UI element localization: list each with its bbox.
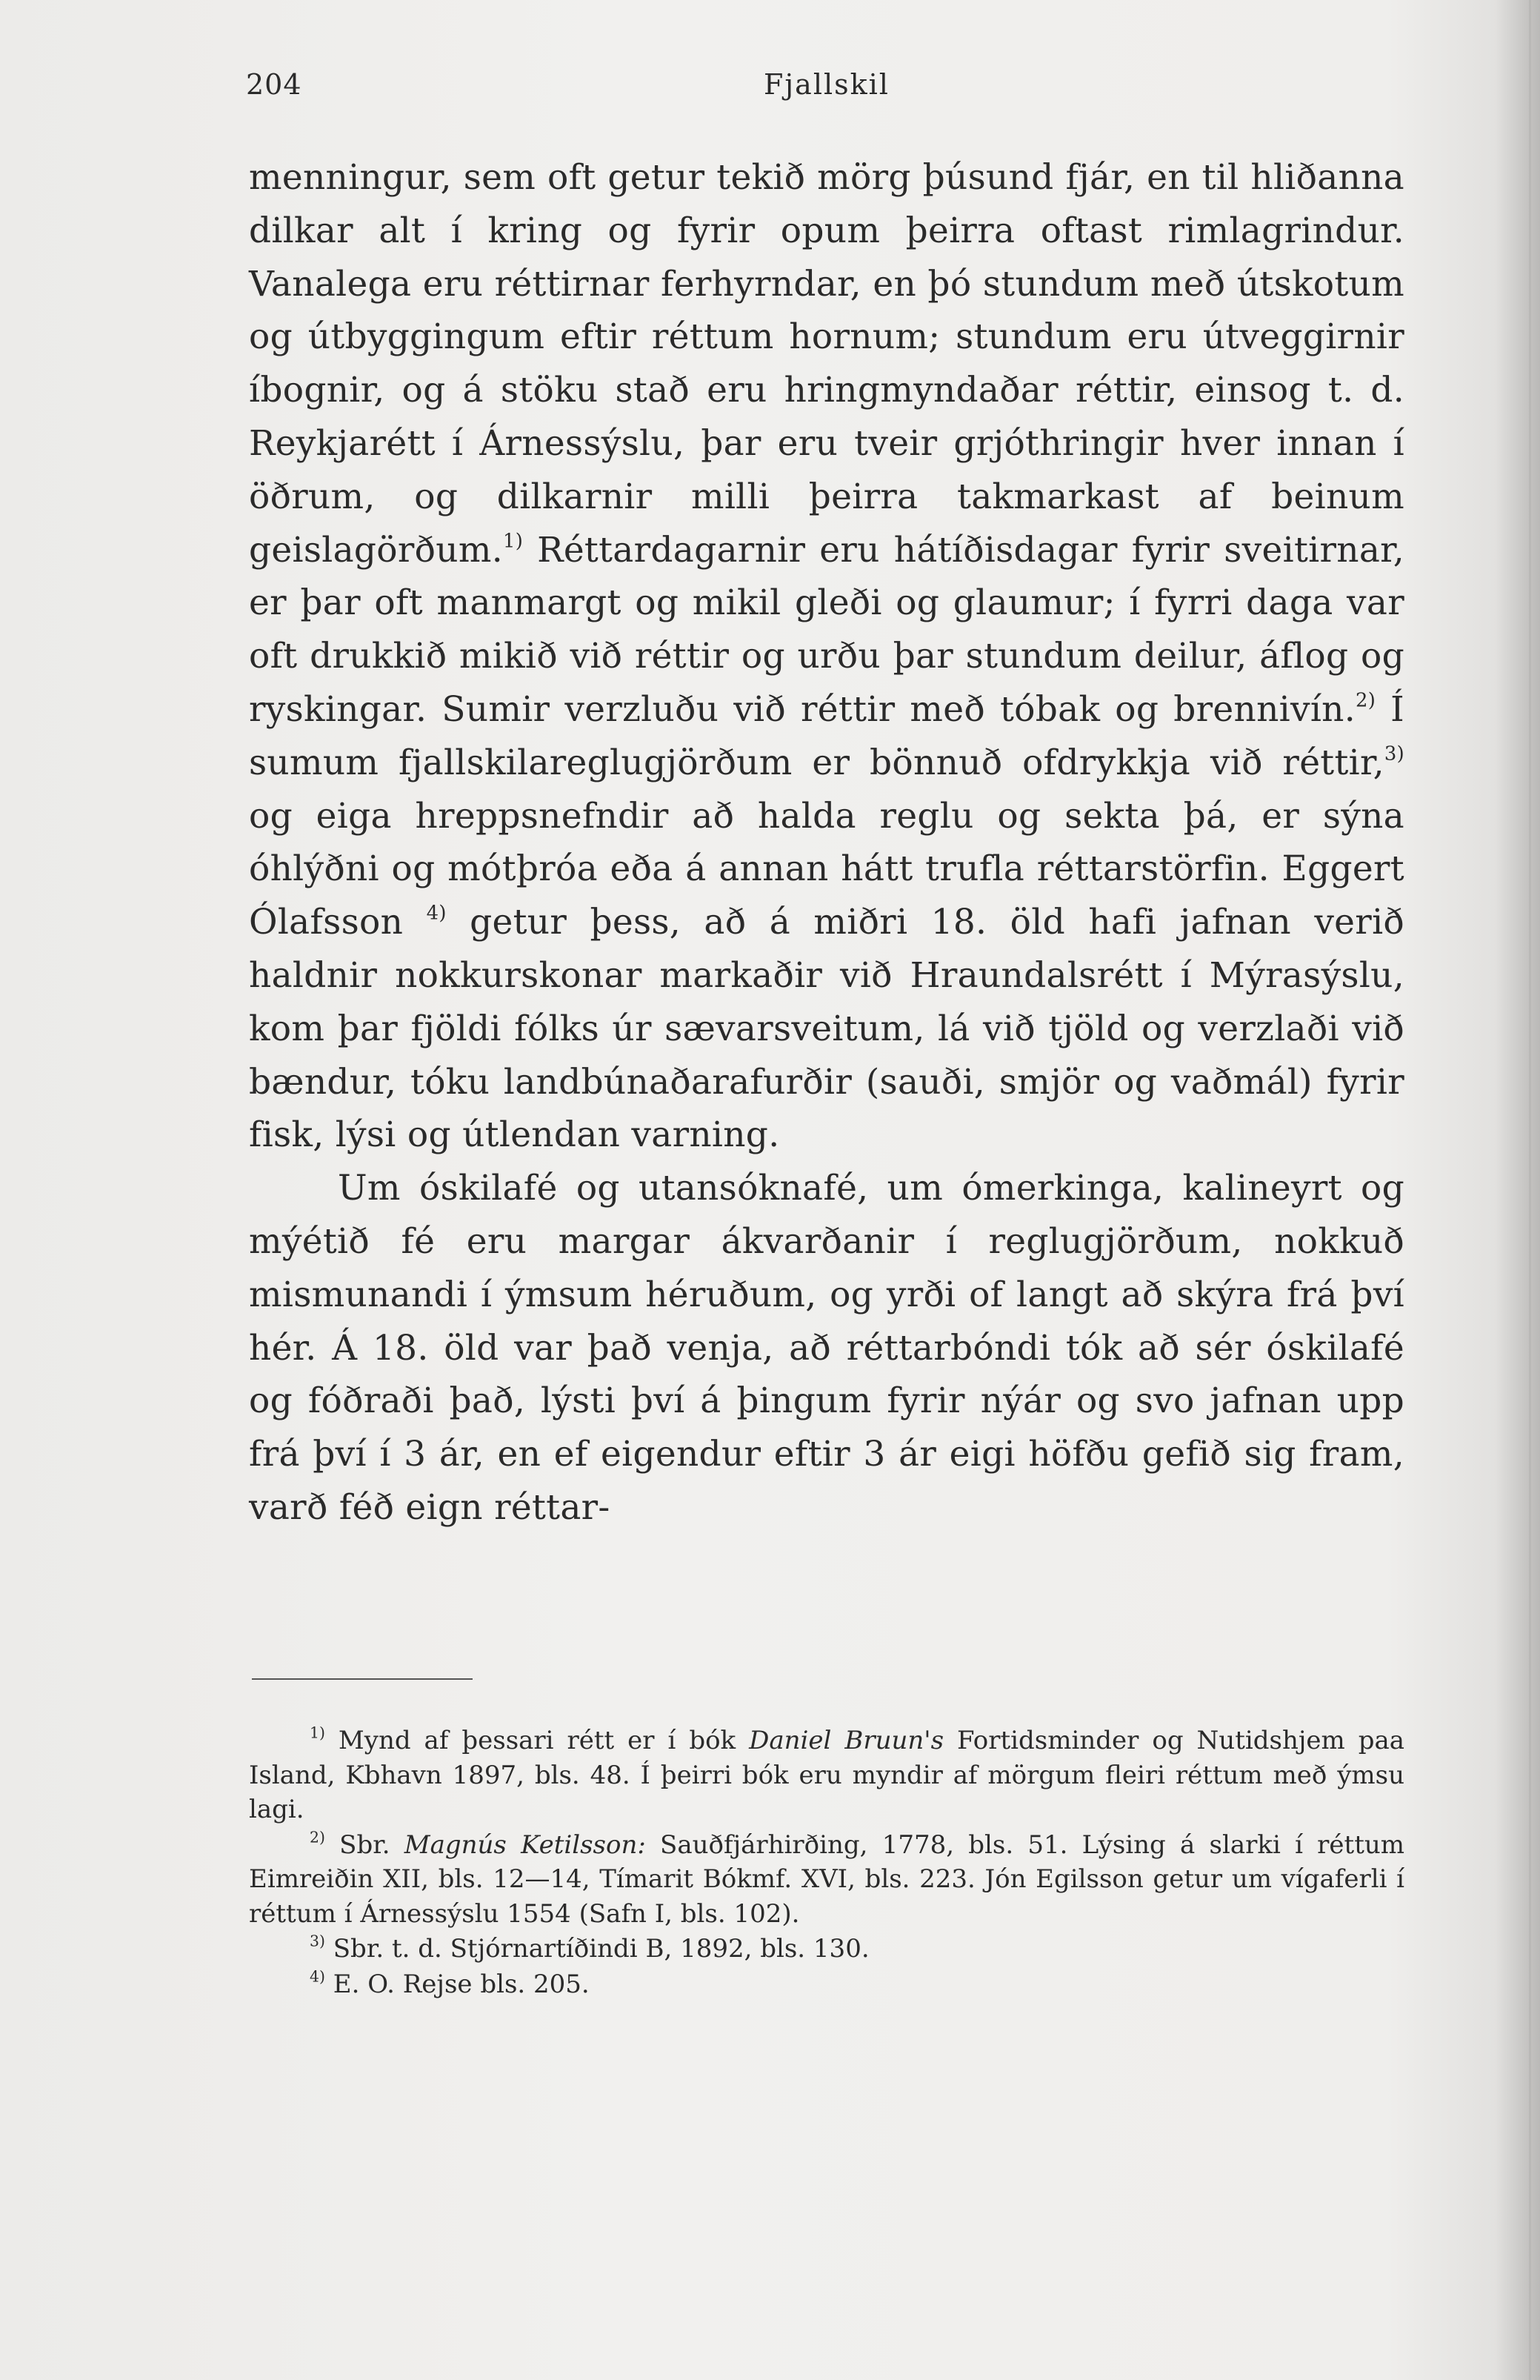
paragraph-1 [249, 151, 1404, 1162]
body-text [249, 151, 1404, 1535]
paragraph-1-part-a: menningur, sem oft getur tekið mörg þúsund fjár, en til hliðanna dilkar alt í kring og fyrir opum þeirra oftast rimlagrindur. Vanalega eru réttirnar ferhyrndar, en þó stundum með útskotum og útbyggingum eftir réttum hornum; stundum eru útveggirnir íbognir, og á stöku stað eru hringmyndaðar réttir, einsog t. d. Reykjarétt í Árnessýslu, þar eru tveir grjóthringir hver innan í öðrum, og dilkarnir milli þeirra takmarkast af beinum geislagörðum. [249, 157, 1404, 571]
footnote-ref-3[interactable]: 3) [1384, 742, 1404, 765]
paragraph-1-part-c: Í sumum fjallskilareglugjörðum er bönnuð ofdrykkja við réttir, [249, 688, 1405, 783]
footnote-2: $^{2)}$ Sbr. Magnús Ketilsson: Sauðfjárhirðing, 1778, bls. 51. Lýsing á slarki í réttum Eimreiðin XII, bls. 12—14, Tímarit Bókmf. XVI, bls. 223. Jón Egilsson getur um vígaferli í réttum í Árnessýslu 1554 (Safn I, bls. 102). [249, 1828, 1404, 1929]
footnote-1-author: Daniel Bruun's [749, 1726, 944, 1755]
page-edge-line [1529, 0, 1531, 2380]
footnote-ref-1[interactable]: 1) [502, 530, 524, 553]
footnote-divider [252, 1678, 473, 1680]
paragraph-1-part-e: getur þess, að á miðri 18. öld hafi jafnan verið haldnir nokkurskonar markaðir við Hraundalsrétt í Mýrasýslu, kom þar fjöldi fólks úr sævarsveitum, lá við tjöld og verzlaði við bændur, tóku landbúnaðarafurðir (sauði, smjör og vaðmál) fyrir fisk, lýsi og útlendan varning. [249, 902, 1404, 1156]
page-edge-shadow [1496, 0, 1540, 2380]
page-header [246, 68, 1407, 113]
page-number: 204 [246, 68, 302, 101]
footnote-4-mark: 4) [310, 1967, 325, 1986]
footnote-3: $^{3)}$ Sbr. t. d. Stjórnartíðindi B, 1892, bls. 130. [310, 1932, 870, 1964]
footnotes [249, 1723, 1404, 2002]
footnote-2-mark: 2) [310, 1828, 325, 1847]
footnote-1: $^{1)}$ Mynd af þessari rétt er í bók Daniel Bruun's Fortidsminder og Nutidshjem paa Island, Kbhavn 1897, bls. 48. Í þeirri bók eru myndir af mörgum fleiri réttum með ýmsu lagi. [249, 1723, 1405, 1824]
running-title: Fjallskil [764, 68, 890, 101]
paragraph-1-part-b: Réttardagarnir eru hátíðisdagar fyrir sveitirnar, er þar oft manmargt og mikil gleði og glaumur; í fyrri daga var oft drukkið mikið við réttir og urðu þar stundum deilur, áflog og ryskingar. Sumir verzluðu við réttir með tóbak og brennivín. [249, 529, 1404, 730]
footnote-2-author: Magnús Ketilsson: [404, 1829, 646, 1860]
footnote-ref-2[interactable]: 2) [1355, 689, 1376, 712]
footnote-1-mark: 1) [310, 1723, 325, 1742]
paragraph-2: Um óskilafé og utansóknafé, um ómerkinga, kalineyrt og mýétið fé eru margar ákvarðanir í reglugjörðum, nokkuð mismunandi í ýmsum héruðum, og yrði of langt að skýra frá því hér. Á 18. öld var það venja, að réttarbóndi tók að sér óskilafé og fóðraði það, lýsti því á þingum fyrir nýár og svo jafnan upp frá því í 3 ár, en ef eigendur eftir 3 ár eigi höfðu gefið sig fram, varð féð eign réttar- [249, 1168, 1404, 1528]
footnote-ref-4[interactable]: 4) [426, 902, 447, 925]
footnote-4: $^{4)}$ E. O. Rejse bls. 205. [310, 1967, 590, 1999]
paragraph-1-part-d: og eiga hreppsnefndir að halda reglu og sekta þá, er sýna óhlýðni og mótþróa eða á annan hátt trufla réttarstörfin. Eggert Ólafsson [249, 795, 1404, 943]
footnote-3-mark: 3) [310, 1932, 325, 1950]
